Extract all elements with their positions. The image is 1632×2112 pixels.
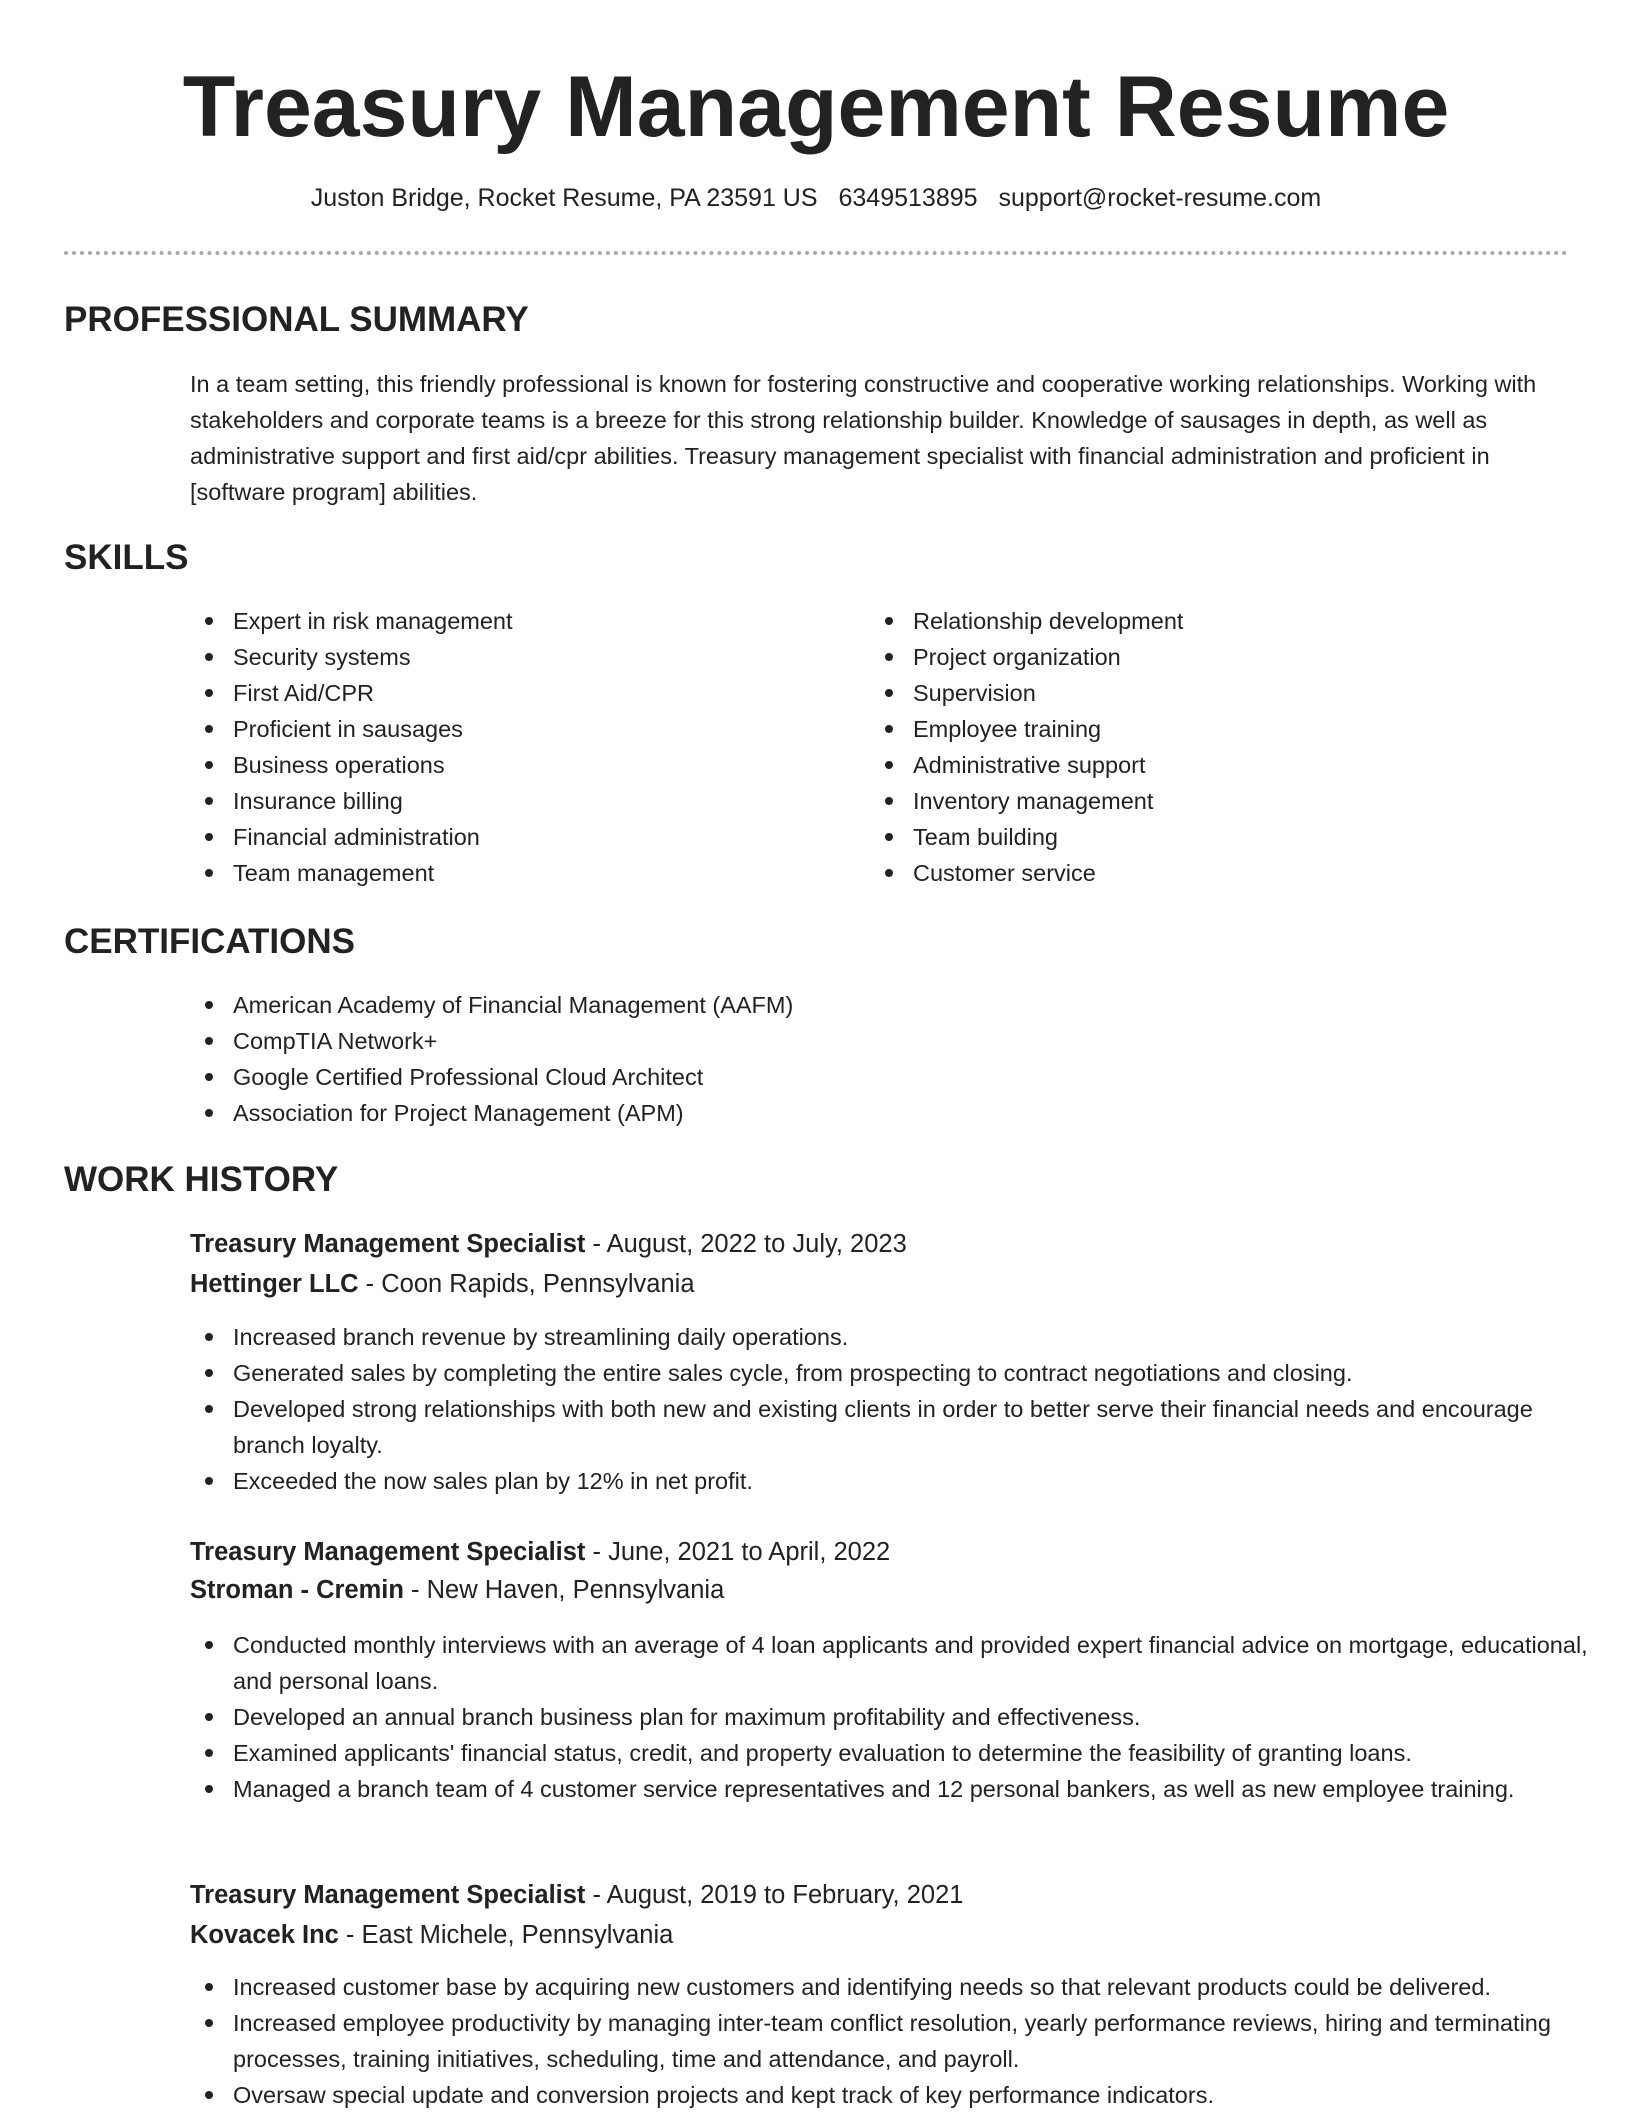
skill-item: Customer service <box>870 855 1510 891</box>
job-title: Treasury Management Specialist <box>190 1230 586 1258</box>
certifications-list <box>190 987 1490 1131</box>
job-dates: - August, 2019 to February, 2021 <box>585 1881 964 1909</box>
certification-item: Google Certified Professional Cloud Architect <box>190 1059 1490 1095</box>
job-title-line <box>190 1226 907 1262</box>
skill-item: First Aid/CPR <box>190 675 830 711</box>
skill-item: Team building <box>870 819 1510 855</box>
skill-item: Administrative support <box>870 747 1510 783</box>
job-bullet: Increased branch revenue by streamlining daily operations. <box>190 1319 1590 1355</box>
skill-item: Project organization <box>870 639 1510 675</box>
job-bullet: Conducted monthly interviews with an average of 4 loan applicants and provided expert financial advice on mortgage, educational, and personal loans. <box>190 1627 1590 1699</box>
job-bullet: Exceeded the now sales plan by 12% in net profit. <box>190 1463 1590 1499</box>
job-bullet: Examined applicants' financial status, credit, and property evaluation to determine the feasibility of granting loans. <box>190 1735 1590 1771</box>
skill-item: Financial administration <box>190 819 830 855</box>
resume-title: Treasury Management Resume <box>182 59 1450 155</box>
contact-email: support@rocket-resume.com <box>998 184 1322 212</box>
skills-list-right <box>870 603 1510 891</box>
job-title: Treasury Management Specialist <box>190 1881 586 1909</box>
job-bullets <box>190 1627 1590 1807</box>
job-company-line <box>190 1572 724 1608</box>
job-location: - East Michele, Pennsylvania <box>338 1921 674 1949</box>
skill-item: Employee training <box>870 711 1510 747</box>
job-bullet: Managed a branch team of 4 customer service representatives and 12 personal bankers, as well as new employee training. <box>190 1771 1590 1807</box>
job-bullets <box>190 1319 1590 1499</box>
job-bullet: Increased customer base by acquiring new customers and identifying needs so that relevant products could be delivered. <box>190 1969 1590 2005</box>
contact-phone: 6349513895 <box>838 184 978 212</box>
job-location: - Coon Rapids, Pennsylvania <box>358 1270 695 1298</box>
skill-item: Security systems <box>190 639 830 675</box>
job-location: - New Haven, Pennsylvania <box>403 1576 725 1604</box>
skill-item: Insurance billing <box>190 783 830 819</box>
skill-item: Inventory management <box>870 783 1510 819</box>
skill-item: Business operations <box>190 747 830 783</box>
job-dates: - June, 2021 to April, 2022 <box>585 1538 891 1566</box>
job-bullet: Developed strong relationships with both new and existing clients in order to better serve their financial needs and encourage branch loyalty. <box>190 1391 1590 1463</box>
job-bullet: Generated sales by completing the entire sales cycle, from prospecting to contract negotiations and closing. <box>190 1355 1590 1391</box>
job-company: Hettinger LLC <box>190 1270 359 1298</box>
job-title: Treasury Management Specialist <box>190 1538 586 1566</box>
job-title-line <box>190 1877 963 1913</box>
contact-info <box>0 180 1632 216</box>
certification-item: Association for Project Management (APM) <box>190 1095 1490 1131</box>
job-dates: - August, 2022 to July, 2023 <box>585 1230 907 1258</box>
skill-item: Expert in risk management <box>190 603 830 639</box>
certification-item: American Academy of Financial Management (AAFM) <box>190 987 1490 1023</box>
job-company-line <box>190 1917 673 1953</box>
summary-heading: PROFESSIONAL SUMMARY <box>64 300 529 339</box>
header-divider <box>64 251 1568 255</box>
job-company: Kovacek Inc <box>190 1921 339 1949</box>
skills-heading: SKILLS <box>64 538 189 577</box>
skills-list-left <box>190 603 830 891</box>
job-bullet: Developed an annual branch business plan for maximum profitability and effectiveness. <box>190 1699 1590 1735</box>
skill-item: Team management <box>190 855 830 891</box>
summary-text: In a team setting, this friendly professional is known for fostering constructive and cooperative working relationships. Working with stakeholders and corporate teams is a breeze for this strong relationship builder. Knowledge of sausages in depth, as well as administrative support and first aid/cpr abilities. Treasury management specialist with financial administration and proficient in [software program] abilities. <box>190 371 1537 505</box>
skill-item: Supervision <box>870 675 1510 711</box>
skill-item: Proficient in sausages <box>190 711 830 747</box>
certification-item: CompTIA Network+ <box>190 1023 1490 1059</box>
job-bullet: Oversaw special update and conversion projects and kept track of key performance indicators. <box>190 2077 1590 2112</box>
certifications-heading: CERTIFICATIONS <box>64 922 356 961</box>
contact-address: Juston Bridge, Rocket Resume, PA 23591 US <box>310 184 818 212</box>
job-bullets <box>190 1969 1590 2112</box>
skill-item: Relationship development <box>870 603 1510 639</box>
job-bullet: Increased employee productivity by managing inter-team conflict resolution, yearly performance reviews, hiring and terminating processes, training initiatives, scheduling, time and attendance, and payroll. <box>190 2005 1590 2077</box>
work-history-heading: WORK HISTORY <box>64 1160 339 1199</box>
job-title-line <box>190 1534 890 1570</box>
job-company: Stroman - Cremin <box>190 1576 404 1604</box>
job-company-line <box>190 1266 695 1302</box>
